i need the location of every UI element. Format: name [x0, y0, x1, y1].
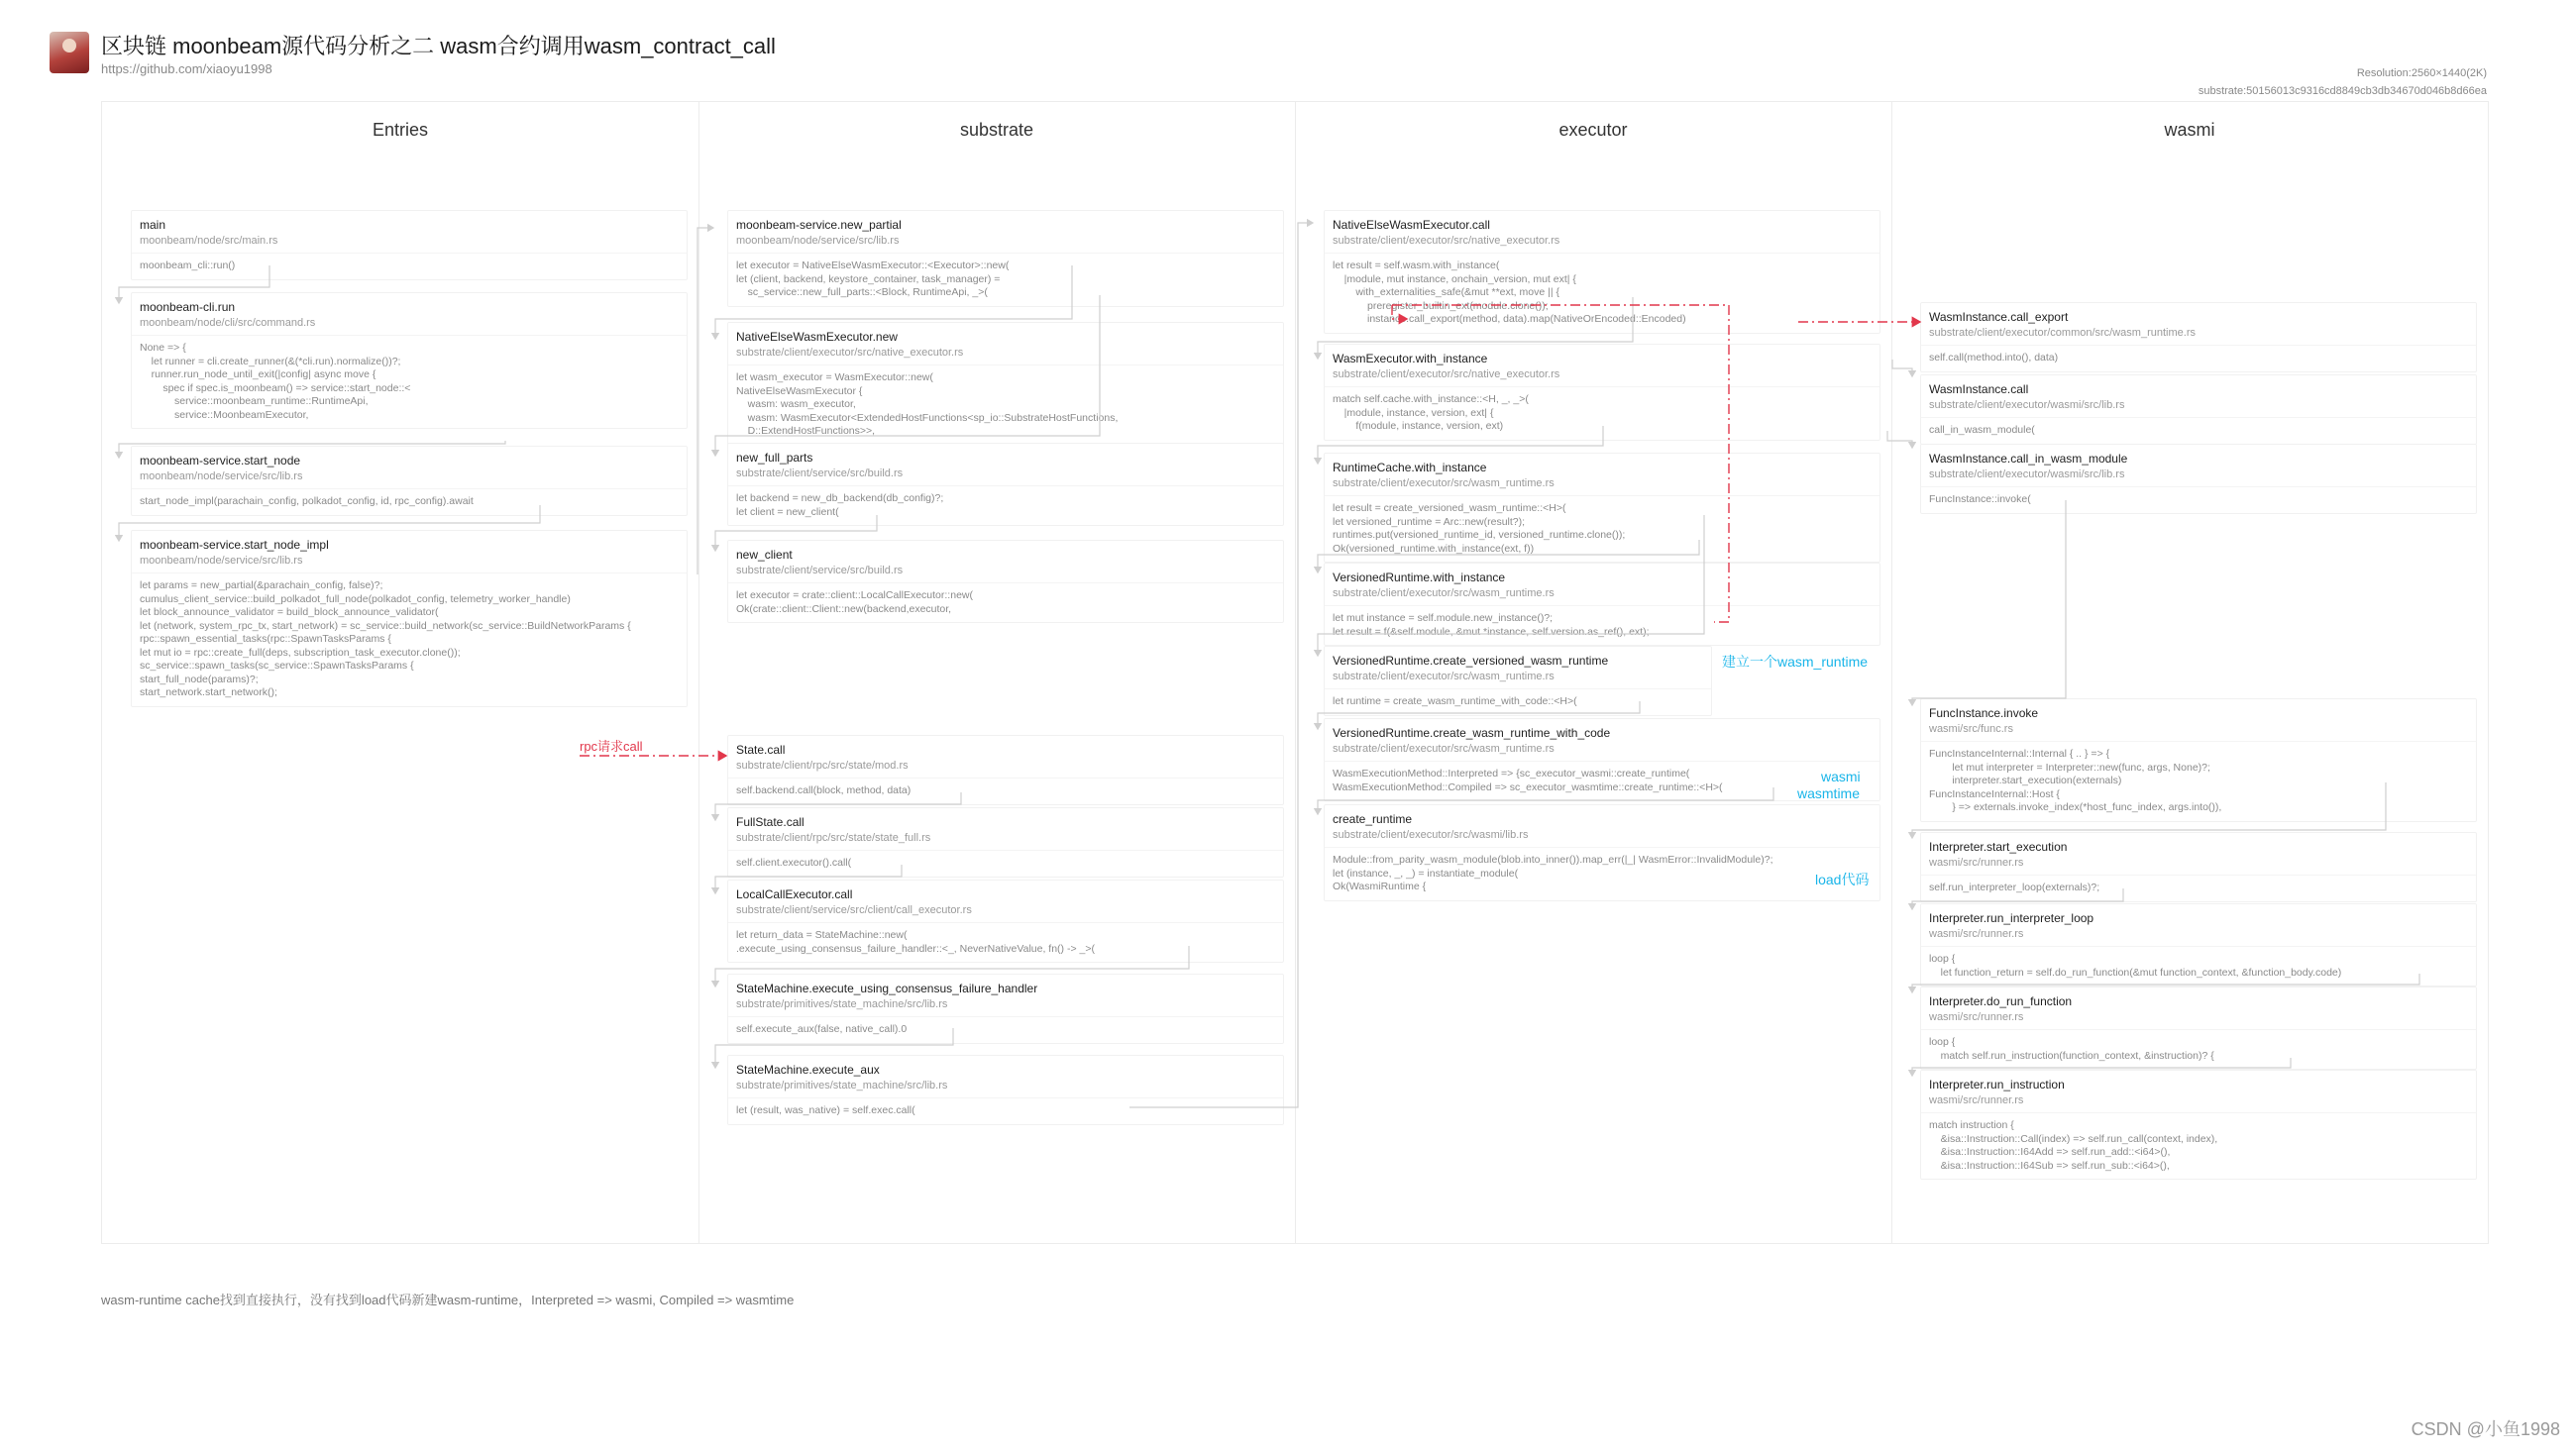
wasmi-annotation: wasmi	[1821, 769, 1861, 784]
code-snippet	[728, 1017, 1283, 1043]
code-line: let executor = NativeElseWasmExecutor::<Executor>::new(	[736, 260, 1010, 271]
card-header	[1921, 1071, 2476, 1113]
code-line: .execute_using_consensus_failure_handler::<_, NeverNativeValue, fn() -> _>(	[736, 942, 1095, 955]
card-header	[1325, 345, 1879, 387]
card-main	[131, 210, 688, 280]
source-path: wasmi/src/func.rs	[1929, 723, 2013, 735]
code-line: Ok(crate::client::Client::new(backend,executor,	[736, 602, 952, 615]
code-line: &isa::Instruction::I64Add => self.run_add::<i64>(),	[1929, 1146, 2171, 1158]
source-path: substrate/client/executor/src/native_executor.rs	[1333, 235, 1560, 247]
function-name: moonbeam-service.start_node	[140, 454, 301, 468]
card-newe-new	[727, 322, 1284, 446]
source-path: moonbeam/node/cli/src/command.rs	[140, 317, 316, 329]
code-snippet	[728, 486, 1283, 525]
code-line: let result = self.wasm.with_instance(	[1333, 260, 1500, 271]
resolution-label: Resolution:2560×1440(2K)	[2356, 67, 2487, 79]
card-cli-run	[131, 292, 688, 429]
code-line: None => {	[140, 342, 186, 354]
source-path: substrate/client/rpc/src/state/mod.rs	[736, 760, 909, 772]
function-name: VersionedRuntime.create_wasm_runtime_with_code	[1333, 726, 1611, 740]
source-path: wasmi/src/runner.rs	[1929, 1011, 2024, 1023]
function-name: RuntimeCache.with_instance	[1333, 461, 1487, 474]
code-line: let (instance, _, _) = instantiate_module(	[1333, 867, 1519, 880]
source-path: substrate/client/executor/src/wasm_runtime.rs	[1333, 477, 1555, 489]
code-line: sc_service::new_full_parts::<Block, RuntimeApi, _>(	[736, 286, 988, 298]
code-line: Ok(versioned_runtime.with_instance(ext, f))	[1333, 542, 1535, 555]
code-line: sc_service::spawn_tasks(sc_service::SpawnTasksParams {	[140, 660, 414, 672]
code-line: call_in_wasm_module(	[1929, 424, 2035, 436]
card-vr-create-vwr	[1324, 646, 1712, 716]
code-line: WasmExecutionMethod::Compiled => sc_executor_wasmtime::create_runtime::<H>(	[1333, 780, 1723, 793]
code-snippet	[1921, 742, 2476, 821]
source-path: substrate/client/rpc/src/state/state_full.rs	[736, 832, 931, 844]
function-name: main	[140, 218, 166, 232]
card-header	[132, 211, 687, 254]
source-path: moonbeam/node/service/src/lib.rs	[140, 555, 303, 567]
code-line: let runner = cli.create_runner(&(*cli.run).normalize())?;	[140, 355, 401, 367]
code-line: let params = new_partial(&parachain_config, false)?;	[140, 579, 383, 591]
card-header	[132, 293, 687, 336]
code-line: let mut interpreter = Interpreter::new(func, args, None)?;	[1929, 761, 2210, 774]
code-line: match self.cache.with_instance::<H, _, _>(	[1333, 393, 1529, 405]
code-snippet	[1325, 689, 1711, 715]
code-line: self.call(method.into(), data)	[1929, 352, 2059, 364]
source-path: substrate/client/service/src/build.rs	[736, 565, 904, 576]
build-runtime-annotation: 建立一个wasm_runtime	[1722, 654, 1869, 670]
source-path: substrate/primitives/state_machine/src/lib.rs	[736, 998, 948, 1010]
code-snippet	[1921, 947, 2476, 986]
code-line: let (client, backend, keystore_container, task_manager) =	[736, 272, 1001, 285]
code-line: let (network, system_rpc_tx, start_network) = sc_service::build_network(sc_service::BuildNetworkParams {	[140, 619, 631, 632]
code-line: let client = new_client(	[736, 505, 839, 518]
code-line: start_node_impl(parachain_config, polkadot_config, id, rpc_config).await	[140, 495, 474, 507]
code-line: interpreter.start_execution(externals)	[1929, 775, 2122, 786]
card-wasme-with-instance	[1324, 344, 1880, 441]
code-snippet	[132, 254, 687, 279]
card-header	[1921, 904, 2476, 947]
author-url[interactable]: https://github.com/xiaoyu1998	[101, 61, 272, 76]
code-snippet	[1921, 1030, 2476, 1069]
code-snippet	[1921, 418, 2476, 444]
source-path: substrate/client/executor/src/wasm_runtime.rs	[1333, 671, 1555, 682]
card-header	[1325, 805, 1879, 848]
code-line: start_full_node(params)?;	[140, 673, 259, 685]
code-snippet	[728, 365, 1283, 445]
code-line: moonbeam_cli::run()	[140, 260, 236, 271]
function-name: moonbeam-cli.run	[140, 300, 236, 314]
source-path: substrate/client/executor/src/wasm_runtime.rs	[1333, 743, 1555, 755]
card-header	[1921, 375, 2476, 418]
card-start-node	[131, 446, 688, 516]
source-path: moonbeam/node/src/main.rs	[140, 235, 278, 247]
wasmtime-annotation: wasmtime	[1797, 785, 1861, 801]
code-line: match self.run_instruction(function_context, &instruction)? {	[1929, 1049, 2214, 1062]
card-header	[1325, 647, 1711, 689]
function-name: Interpreter.start_execution	[1929, 840, 2068, 854]
card-lce-call	[727, 880, 1284, 963]
code-line: let function_return = self.do_run_function(&mut function_context, &function_body.code)	[1929, 966, 2342, 979]
code-line: WasmExecutionMethod::Interpreted => {sc_executor_wasmi::create_runtime(	[1333, 768, 1690, 779]
code-line: spec if spec.is_moonbeam() => service::start_node::<	[140, 381, 411, 394]
column-title-wasmi: wasmi	[2164, 120, 2215, 140]
source-path: wasmi/src/runner.rs	[1929, 928, 2024, 940]
code-line: instance.call_export(method, data).map(NativeOrEncoded::Encoded)	[1333, 313, 1686, 325]
function-name: moonbeam-service.new_partial	[736, 218, 902, 232]
code-snippet	[1921, 346, 2476, 371]
code-line: let mut io = rpc::create_full(deps, subscription_task_executor.clone());	[140, 646, 461, 659]
card-header	[728, 736, 1283, 779]
function-name: WasmInstance.call_export	[1929, 310, 2069, 324]
code-line: service::MoonbeamExecutor,	[140, 408, 309, 421]
function-name: WasmExecutor.with_instance	[1333, 352, 1488, 365]
function-name: StateMachine.execute_aux	[736, 1063, 880, 1077]
card-wi-call-export	[1920, 302, 2477, 372]
code-snippet	[1325, 496, 1879, 562]
source-path: substrate/primitives/state_machine/src/lib.rs	[736, 1080, 948, 1091]
csdn-watermark: CSDN @小鱼1998	[2411, 1419, 2560, 1439]
card-rc-with-instance	[1324, 453, 1880, 563]
code-line: with_externalities_safe(&mut **ext, move || {	[1333, 286, 1559, 298]
code-line: let mut instance = self.module.new_instance()?;	[1333, 612, 1554, 624]
function-name: NativeElseWasmExecutor.new	[736, 330, 898, 344]
function-name: Interpreter.run_instruction	[1929, 1078, 2065, 1091]
card-header	[1921, 445, 2476, 487]
code-line: loop {	[1929, 953, 1956, 965]
source-path: substrate/client/executor/src/wasm_runtime.rs	[1333, 587, 1555, 599]
card-header	[728, 975, 1283, 1017]
code-line: loop {	[1929, 1036, 1956, 1048]
rpc-request-annotation: rpc请求call	[580, 739, 643, 754]
function-name: WasmInstance.call_in_wasm_module	[1929, 452, 2128, 466]
card-header	[1921, 833, 2476, 876]
card-fullstate-call	[727, 807, 1284, 878]
function-name: Interpreter.run_interpreter_loop	[1929, 911, 2094, 925]
code-snippet	[728, 254, 1283, 306]
source-path: substrate/client/executor/wasmi/src/lib.rs	[1929, 399, 2125, 411]
card-newe-call	[1324, 210, 1880, 334]
card-start-node-impl	[131, 530, 688, 707]
function-name: State.call	[736, 743, 786, 757]
function-name: StateMachine.execute_using_consensus_failure_handler	[736, 982, 1038, 995]
card-create-runtime	[1324, 804, 1880, 901]
card-header	[132, 447, 687, 489]
card-new-partial	[727, 210, 1284, 307]
code-snippet	[1325, 606, 1879, 645]
code-snippet	[1921, 1113, 2476, 1179]
code-snippet	[728, 1098, 1283, 1124]
code-line: let versioned_runtime = Arc::new(result?);	[1333, 515, 1526, 528]
card-header	[1921, 303, 2476, 346]
card-new-full-parts	[727, 443, 1284, 526]
card-interp-start-execution	[1920, 832, 2477, 902]
code-snippet	[132, 336, 687, 428]
card-wi-call	[1920, 374, 2477, 445]
card-header	[1921, 987, 2476, 1030]
card-header	[1921, 699, 2476, 742]
code-snippet	[1921, 876, 2476, 901]
card-vr-with-instance	[1324, 563, 1880, 646]
code-snippet	[1325, 848, 1879, 900]
function-name: Interpreter.do_run_function	[1929, 994, 2073, 1008]
card-header	[728, 808, 1283, 851]
function-name: moonbeam-service.start_node_impl	[140, 538, 329, 552]
code-line: f(module, instance, version, ext)	[1333, 420, 1504, 432]
code-line: let backend = new_db_backend(db_config)?;	[736, 492, 944, 504]
code-line: wasm: wasm_executor,	[736, 398, 856, 410]
code-line: cumulus_client_service::build_polkadot_full_node(polkadot_config, telemetry_worker_handle)	[140, 592, 571, 605]
code-line: } => externals.invoke_index(*host_func_index, args.into()),	[1929, 801, 2222, 813]
code-line: start_network.start_network();	[140, 686, 277, 698]
card-fi-invoke	[1920, 698, 2477, 822]
code-line: runner.run_node_until_exit(|config| async move {	[140, 368, 376, 380]
source-path: wasmi/src/runner.rs	[1929, 1094, 2024, 1106]
source-path: substrate/client/executor/wasmi/src/lib.rs	[1929, 468, 2125, 480]
function-name: FuncInstance.invoke	[1929, 706, 2039, 720]
code-line: Module::from_parity_wasm_module(blob.into_inner()).map_err(|_| WasmError::InvalidModule)?;	[1333, 854, 1773, 866]
card-header	[1325, 719, 1879, 762]
card-header	[728, 211, 1283, 254]
function-name: new_full_parts	[736, 451, 813, 465]
source-path: substrate/client/service/src/client/call_executor.rs	[736, 904, 972, 916]
source-path: moonbeam/node/service/src/lib.rs	[140, 470, 303, 482]
avatar	[50, 32, 89, 73]
code-line: &isa::Instruction::I64Sub => self.run_sub::<i64>(),	[1929, 1159, 2170, 1172]
code-line: let wasm_executor = WasmExecutor::new(	[736, 371, 933, 383]
card-header	[728, 444, 1283, 486]
code-line: self.execute_aux(false, native_call).0	[736, 1023, 908, 1035]
code-line: |module, instance, version, ext| {	[1333, 406, 1494, 419]
function-name: WasmInstance.call	[1929, 382, 2029, 396]
source-path: moonbeam/node/service/src/lib.rs	[736, 235, 900, 247]
card-sm-exec-aux	[727, 1055, 1284, 1125]
footer-note: wasm-runtime cache找到直接执行，没有找到load代码新建wasm-runtime，Interpreted => wasmi, Compiled => wasmtime	[101, 1293, 795, 1307]
card-wi-call-in-wasm-module	[1920, 444, 2477, 514]
function-name: VersionedRuntime.with_instance	[1333, 571, 1506, 584]
code-snippet	[132, 573, 687, 706]
code-line: let runtime = create_wasm_runtime_with_code::<H>(	[1333, 695, 1577, 707]
code-snippet	[1325, 254, 1879, 333]
code-snippet	[1325, 387, 1879, 440]
code-line: rpc::spawn_essential_tasks(rpc::SpawnTasksParams {	[140, 633, 391, 645]
code-line: Ok(WasmiRuntime {	[1333, 881, 1427, 892]
code-line: self.backend.call(block, method, data)	[736, 784, 912, 796]
code-line: self.run_interpreter_loop(externals)?;	[1929, 882, 2100, 893]
code-line: D::ExtendHostFunctions>>,	[736, 425, 876, 437]
code-snippet	[728, 923, 1283, 962]
code-line: service::moonbeam_runtime::RuntimeApi,	[140, 395, 369, 407]
code-line: wasm: WasmExecutor<ExtendedHostFunctions<sp_io::SubstrateHostFunctions,	[736, 411, 1119, 424]
card-interp-run-instruction	[1920, 1070, 2477, 1180]
card-header	[1325, 454, 1879, 496]
substrate-commit-label: substrate:50156013c9316cd8849cb3db34670d046b8d66ea	[2198, 85, 2487, 97]
source-path: substrate/client/executor/src/wasmi/lib.rs	[1333, 829, 1529, 841]
card-header	[132, 531, 687, 573]
card-header	[1325, 564, 1879, 606]
code-line: runtimes.put(versioned_runtime_id, versioned_runtime.clone());	[1333, 529, 1626, 541]
card-header	[728, 1056, 1283, 1098]
card-new-client	[727, 540, 1284, 623]
code-line: let block_announce_validator = build_block_announce_validator(	[140, 606, 439, 618]
card-interp-run-loop	[1920, 903, 2477, 987]
card-header	[728, 541, 1283, 583]
code-line: self.client.executor().call(	[736, 857, 852, 869]
source-path: substrate/client/executor/common/src/wasm_runtime.rs	[1929, 327, 2196, 339]
code-line: let (result, was_native) = self.exec.call(	[736, 1104, 915, 1116]
code-line: match instruction {	[1929, 1119, 2014, 1131]
column-title-substrate: substrate	[959, 120, 1034, 140]
code-line: let result = f(&self.module, &mut *instance, self.version.as_ref(), ext);	[1333, 625, 1650, 638]
load-code-annotation: load代码	[1815, 872, 1870, 887]
code-line: &isa::Instruction::Call(index) => self.run_call(context, index),	[1929, 1132, 2218, 1145]
code-snippet	[1921, 487, 2476, 513]
card-state-call	[727, 735, 1284, 805]
code-line: preregister_builtin_ext(module.clone());	[1333, 299, 1549, 312]
code-snippet	[132, 489, 687, 515]
source-path: substrate/client/executor/src/native_executor.rs	[1333, 368, 1560, 380]
source-path: substrate/client/service/src/build.rs	[736, 468, 904, 479]
card-header	[728, 323, 1283, 365]
column-title-entries: Entries	[372, 120, 429, 140]
function-name: create_runtime	[1333, 812, 1413, 826]
function-name: VersionedRuntime.create_versioned_wasm_runtime	[1333, 654, 1609, 668]
code-snippet	[728, 583, 1283, 622]
code-snippet	[728, 851, 1283, 877]
code-snippet	[1325, 762, 1879, 800]
code-line: let result = create_versioned_wasm_runtime::<H>(	[1333, 502, 1566, 514]
card-sm-exec-ucfh	[727, 974, 1284, 1044]
card-header	[728, 881, 1283, 923]
source-path: substrate/client/executor/src/native_executor.rs	[736, 347, 964, 359]
function-name: new_client	[736, 548, 793, 562]
code-line: let return_data = StateMachine::new(	[736, 929, 908, 941]
page-title: 区块链 moonbeam源代码分析之二 wasm合约调用wasm_contract_call	[101, 34, 776, 58]
source-path: wasmi/src/runner.rs	[1929, 857, 2024, 869]
card-interp-do-run-function	[1920, 987, 2477, 1070]
code-line: NativeElseWasmExecutor {	[736, 384, 863, 397]
function-name: LocalCallExecutor.call	[736, 887, 853, 901]
code-line: FuncInstanceInternal::Internal { .. } => {	[1929, 748, 2110, 760]
code-snippet	[728, 779, 1283, 804]
code-line: FuncInstance::invoke(	[1929, 493, 2031, 505]
column-title-executor: executor	[1558, 120, 1628, 140]
code-line: |module, mut instance, onchain_version, mut ext| {	[1333, 272, 1576, 285]
function-name: NativeElseWasmExecutor.call	[1333, 218, 1490, 232]
function-name: FullState.call	[736, 815, 805, 829]
code-line: FuncInstanceInternal::Host {	[1929, 787, 2060, 800]
card-header	[1325, 211, 1879, 254]
code-line: let executor = crate::client::LocalCallExecutor::new(	[736, 589, 973, 601]
